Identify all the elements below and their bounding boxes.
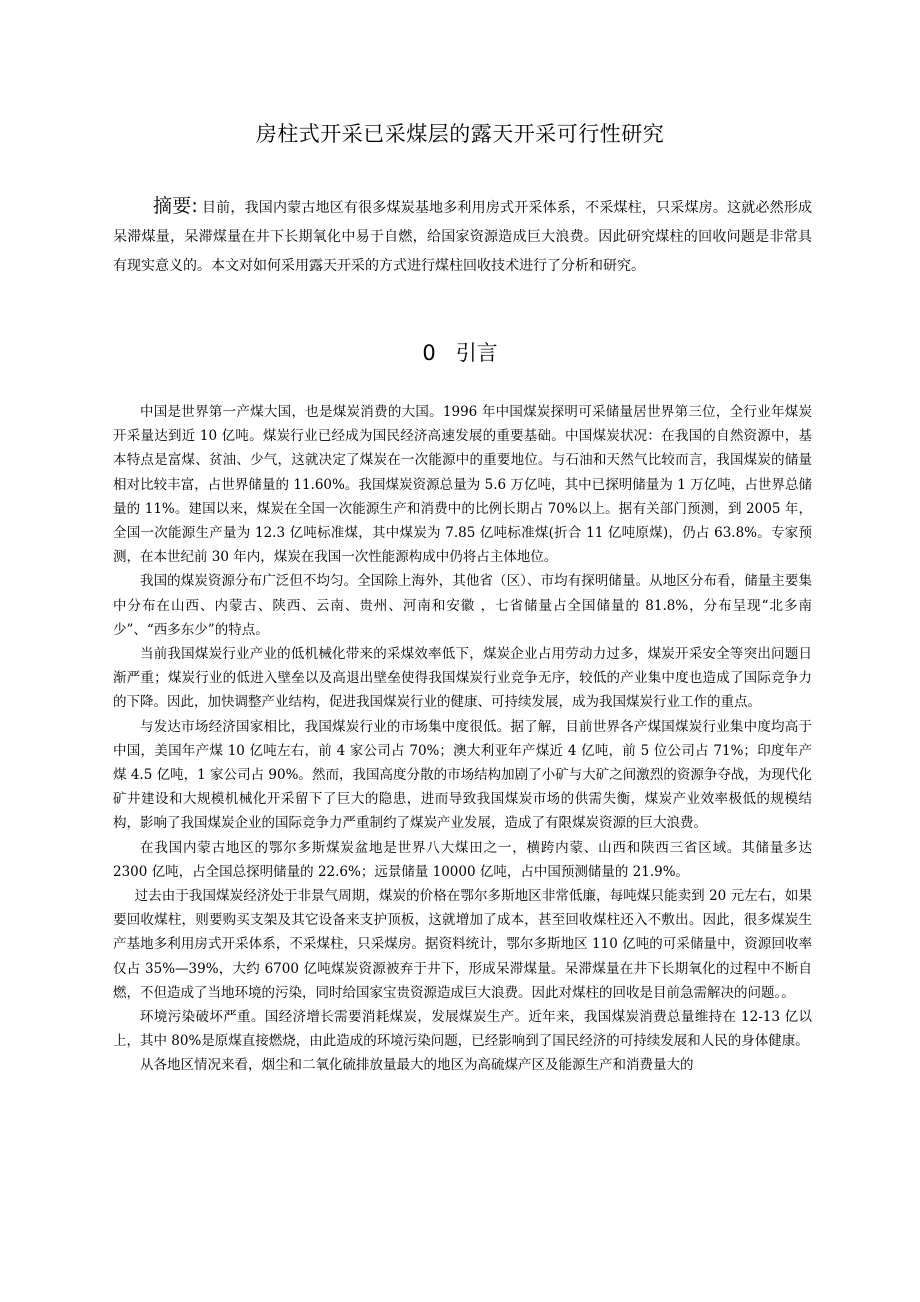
abstract: [113, 192, 812, 281]
section-title: 引言: [455, 341, 498, 365]
document-title: 房柱式开采已采煤层的露天开采可行性研究: [255, 122, 665, 146]
body-text: [113, 400, 812, 1078]
section-heading: [0, 336, 920, 370]
paragraph: 当前我国煤炭行业产业的低机械化带来的采煤效率低下，煤炭企业占用劳动力过多，煤炭开采安全等突出问题日渐严重；煤炭行业的低进入壁垒以及高退出壁垒使得我国煤炭行业竞争无序，较低的产业集中度也造成了国际竞争力的下降。因此，加快调整产业结构，促进我国煤炭行业的健康、可持续发展，成为我国煤炭行业工作的重点。: [113, 646, 812, 711]
abstract-text: 目前，我国内蒙古地区有很多煤炭基地多利用房式开采体系，不采煤柱，只采煤房。这就必然形成呆滞煤量，呆滞煤量在井下长期氧化中易于自燃，给国家资源造成巨大浪费。因此研究煤柱的回收问题是非常具有现实意义的。本文对如何采用露天开采的方式进行煤柱回收技术进行了分析和研究。: [113, 200, 813, 274]
abstract-label: 摘要:: [153, 195, 198, 217]
paragraph: 中国是世界第一产煤大国，也是煤炭消费的大国。1996 年中国煤炭探明可采储量居世界第三位，全行业年煤炭开采量达到近 10 亿吨。煤炭行业已经成为国民经济高速发展的重要基础。中国煤炭状况：在我国的自然资源中，基本特点是富煤、贫油、少气，这就决定了煤炭在一次能源中的重要地位。与石油和天然气比较而言，我国煤炭的储量相对比较丰富，占世界储量的 11.60%。我国煤炭资源总量为 5.6 万亿吨，其中已探明储量为 1 万亿吨，占世界总储量的 11%。建国以来，煤炭在全国一次能源生产和消费中的比例长期占 70%以上。据有关部门预测，到 2005 年，全国一次能源生产量为 12.3 亿吨标准煤，其中煤炭为 7.85 亿吨标准煤(折合 11 亿吨原煤)，仍占 63.8%。专家预测，在本世纪前 30 年内，煤炭在我国一次性能源构成中仍将占主体地位。: [113, 404, 812, 566]
section-number: 0: [422, 341, 436, 365]
paragraph: 环境污染破坏严重。国经济增长需要消耗煤炭，发展煤炭生产。近年来，我国煤炭消费总量维持在 12-13 亿以上，其中 80%是原煤直接燃烧，由此造成的环境污染问题，已经影响到了国民经济的可持续发展和人民的身体健康。: [113, 1009, 812, 1050]
paragraph: 我国的煤炭资源分布广泛但不均匀。全国除上海外，其他省（区）、市均有探明储量。从地区分布看，储量主要集中分布在山西、内蒙古、陕西、云南、贵州、河南和安徽 ，七省储量占全国储量的 81.8%，分布呈现“北多南少”、“西多东少”的特点。: [113, 573, 812, 638]
paragraph: 从各地区情况来看，烟尘和二氧化硫排放量最大的地区为高硫煤产区及能源生产和消费量大的: [140, 1057, 694, 1074]
paragraph: 在我国内蒙古地区的鄂尔多斯煤炭盆地是世界八大煤田之一，横跨内蒙、山西和陕西三省区域。其储量多达 2300 亿吨，占全国总探明储量的 22.6%；远景储量 10000 亿吨，占中国预测储量的 21.9%。: [113, 839, 812, 880]
paragraph: 与发达市场经济国家相比，我国煤炭行业的市场集中度很低。据了解，目前世界各产煤国煤炭行业集中度均高于中国，美国年产煤 10 亿吨左右，前 4 家公司占 70%；澳大利亚年产煤近 4 亿吨，前 5 位公司占 71%；印度年产煤 4.5 亿吨，1 家公司占 90%。然而，我国高度分散的市场结构加剧了小矿与大矿之间激烈的资源争夺战，为现代化矿井建设和大规模机械化开采留下了巨大的隐患，进而导致我国煤炭市场的供需失衡，煤炭产业效率极低的规模结构，影响了我国煤炭企业的国际竞争力严重制约了煤炭产业发展，造成了有限煤炭资源的巨大浪费。: [113, 718, 812, 832]
paragraph: 过去由于我国煤炭经济处于非景气周期，煤炭的价格在鄂尔多斯地区非常低廉，每吨煤只能卖到 20 元左右，如果要回收煤柱，则要购买支架及其它设备来支护顶板，这就增加了成本，甚至回收煤柱还入不敷出。因此，很多煤炭生产基地多利用房式开采体系，不采煤柱，只采煤房。据资料统计，鄂尔多斯地区 110 亿吨的可采储量中，资源回收率仅占 35%—39%，大约 6700 亿吨煤炭资源被弃于井下，形成呆滞煤量。呆滞煤量在井下长期氧化的过程中不断自燃，不但造成了当地环境的污染，同时给国家宝贵资源造成巨大浪费。因此对煤柱的回收是目前急需解决的问题。。: [113, 888, 812, 1001]
